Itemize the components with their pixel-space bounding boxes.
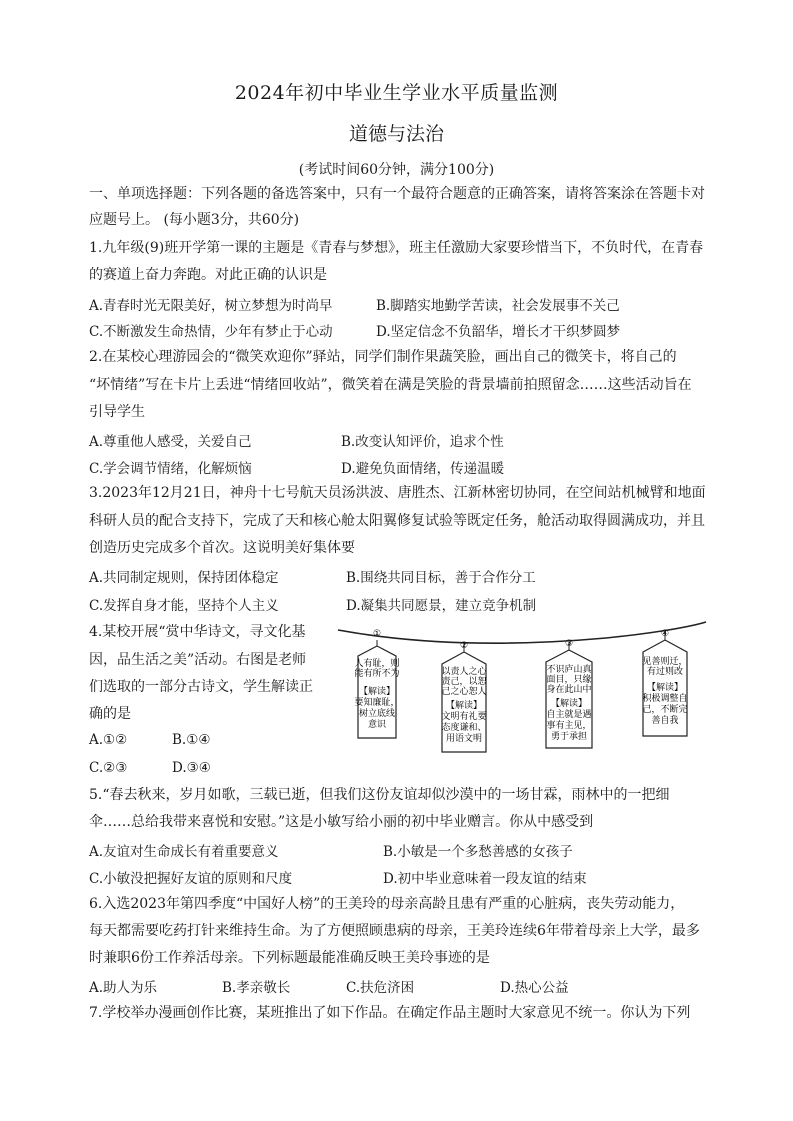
q6-option-c: C.扶危济困	[346, 980, 415, 996]
q2-stem-line1: 2.在某校心理游园会的“微笑欢迎你”驿站，同学们制作果蔬笑脸，画出自己的微笑卡，将自己的	[89, 349, 677, 365]
subject-title: 道德与法治	[348, 123, 444, 145]
q4-option-b: B.①④	[172, 732, 211, 748]
tag-4-verse-line1: 见善则迁，	[642, 657, 688, 667]
q1-option-d: D.坚定信念不负韶华，增长才干织梦圆梦	[376, 324, 621, 340]
poem-tag-2	[441, 641, 487, 752]
q4-stem-line1: 4.某校开展“赏中华诗文，寻文化基	[89, 624, 306, 640]
tag-1-reading-line1: 要知廉耻，	[354, 698, 400, 708]
poem-tag-3	[546, 639, 592, 748]
poem-tag-1	[354, 629, 399, 738]
section-instructions-line2: 应题号上。 (每小题3分，共60分)	[89, 212, 300, 228]
q3-stem-line2: 科研人员的配合支持下，完成了天和核心舱太阳翼修复试验等既定任务，舱活动取得圆满成功，并且	[89, 513, 705, 529]
tag-1-reading-label: 【解读】	[358, 687, 396, 697]
tag-2-number: ②	[459, 641, 469, 651]
tag-4-number: ④	[660, 629, 670, 639]
q4-option-d: D.③④	[172, 760, 211, 776]
q2-option-d: D.避免负面情绪，传递温暖	[341, 461, 505, 477]
q4-option-a: A.①②	[89, 732, 128, 748]
q5-option-b: B.小敏是一个多愁善感的女孩子	[383, 844, 573, 860]
q1-stem-line1: 1.九年级(9)班开学第一课的主题是《青春与梦想》，班主任激励大家要珍惜当下，不负时代，在青春	[89, 240, 704, 256]
q6-option-a: A.助人为乐	[89, 980, 158, 996]
tag-2-verse-line3: 己之心恕人	[441, 687, 487, 697]
tag-3-reading-line1: 自主就是遇	[546, 710, 592, 720]
q1-option-c: C.不断激发生命热情，少年有梦止于心动	[89, 324, 333, 340]
q5-option-d: D.初中毕业意味着一段友谊的结束	[383, 871, 587, 887]
exam-title: 2024年初中毕业生学业水平质量监测	[234, 82, 559, 104]
q3-option-d: D.凝集共同愿景，建立竞争机制	[346, 598, 537, 614]
poem-tag-4	[642, 629, 687, 736]
tag-3-verse-line3: 身在此山中	[546, 685, 592, 695]
tag-3-verse-line2: 面目，只缘	[546, 675, 592, 685]
q1-stem-line2: 的赛道上奋力奔跑。对此正确的认识是	[89, 267, 327, 283]
tag-1-verse-line1: 人有耻，则	[354, 659, 400, 669]
tag-1-number: ①	[372, 629, 382, 639]
exam-note: (考试时间60分钟，满分100分)	[298, 162, 495, 178]
tag-3-reading-line2: 事有主见，	[546, 721, 592, 731]
q5-stem-line2: 伞……总给我带来喜悦和安慰。”这是小敏写给小丽的初中毕业赠言。你从中感受到	[89, 814, 594, 830]
tag-3-reading-label: 【解读】	[550, 699, 588, 709]
tag-2-reading-line1: 文明有礼要	[441, 712, 487, 722]
q5-option-c: C.小敏没把握好友谊的原则和尺度	[89, 871, 293, 887]
q4-stem-line2: 因，品生活之美”活动。右图是老师	[89, 652, 307, 668]
q2-option-b: B.改变认知评价，追求个性	[341, 434, 504, 450]
tag-1-reading-line2: 树立底线	[358, 709, 396, 719]
tag-4-reading-label: 【解读】	[646, 683, 684, 693]
tag-4-reading-line2: 己，不断完	[642, 705, 688, 715]
tag-4-reading-line1: 积极调整自	[642, 694, 688, 704]
section-instructions-line1: 一、单项选择题：下列各题的备选答案中，只有一个最符合题意的正确答案，请将答案涂在答题卡对	[89, 186, 705, 202]
tag-2-reading-line2: 态度谦和、	[441, 723, 487, 733]
tag-2-reading-label: 【解读】	[445, 701, 483, 711]
tag-3-number: ③	[564, 639, 574, 649]
q3-option-b: B.围绕共同目标，善于合作分工	[346, 570, 536, 586]
q6-stem-line1: 6.入选2023年第四季度“中国好人榜”的王美玲的母亲高龄且患有严重的心脏病，丧失劳动能力，	[89, 896, 685, 912]
tag-1-reading-line3: 意识	[367, 720, 387, 730]
tag-4-reading-line3: 善自我	[651, 716, 679, 726]
q3-stem-line1: 3.2023年12月21日，神舟十七号航天员汤洪波、唐胜杰、江新林密切协同，在空间站机械臂和地面	[89, 485, 706, 501]
q6-option-d: D.热心公益	[500, 980, 569, 996]
poem-tags-figure	[336, 618, 708, 756]
q4-option-c: C.②③	[89, 760, 128, 776]
q2-option-c: C.学会调节情绪，化解烦恼	[89, 461, 252, 477]
q1-option-a: A.青春时光无限美好，树立梦想为时尚早	[89, 298, 333, 314]
tag-3-reading-line3: 勇于承担	[550, 732, 588, 742]
q3-stem-line3: 创造历史完成多个首次。这说明美好集体要	[89, 540, 355, 556]
q2-stem-line3: 引导学生	[89, 404, 145, 420]
tag-2-verse-line2: 责己，以恕	[441, 677, 487, 687]
tag-2-reading-line3: 用语文明	[445, 734, 483, 744]
q4-stem-line4: 确的是	[89, 706, 131, 722]
q2-stem-line2: “坏情绪”写在卡片上丢进“情绪回收站”，微笑着在满是笑脸的背景墙前拍照留念……这些活动旨在	[89, 377, 692, 393]
q1-option-b: B.脚踏实地勤学苦读，社会发展事不关己	[376, 298, 620, 314]
q5-stem-line1: 5.“春去秋来，岁月如歌，三载已逝，但我们这份友谊却似沙漠中的一场甘霖，雨林中的一把细	[89, 787, 670, 803]
q6-stem-line3: 时兼职6份工作养活母亲。下列标题最能准确反映王美玲事迹的是	[89, 950, 490, 966]
q7-stem-line1: 7.学校举办漫画创作比赛，某班推出了如下作品。在确定作品主题时大家意见不统一。你认为下列	[89, 1005, 691, 1021]
q6-stem-line2: 每天都需要吃药打针来维持生命。为了方便照顾患病的母亲，王美玲连续6年带着母亲上大学，最多	[89, 923, 700, 939]
q3-option-a: A.共同制定规则，保持团体稳定	[89, 570, 279, 586]
q5-option-a: A.友谊对生命成长有着重要意义	[89, 844, 279, 860]
q6-option-b: B.孝亲敬长	[222, 980, 291, 996]
tag-3-verse-line1: 不识庐山真	[546, 665, 592, 675]
tag-1-verse-line2: 能有所不为	[354, 669, 400, 679]
q2-option-a: A.尊重他人感受，关爱自己	[89, 434, 252, 450]
hanging-string	[338, 622, 706, 643]
tag-2-verse-line1: 以责人之心	[441, 667, 487, 677]
q3-option-c: C.发挥自身才能，坚持个人主义	[89, 598, 279, 614]
tag-4-verse-line2: 有过则改	[646, 667, 684, 677]
q4-stem-line3: 们选取的一部分古诗文，学生解读正	[89, 679, 313, 695]
